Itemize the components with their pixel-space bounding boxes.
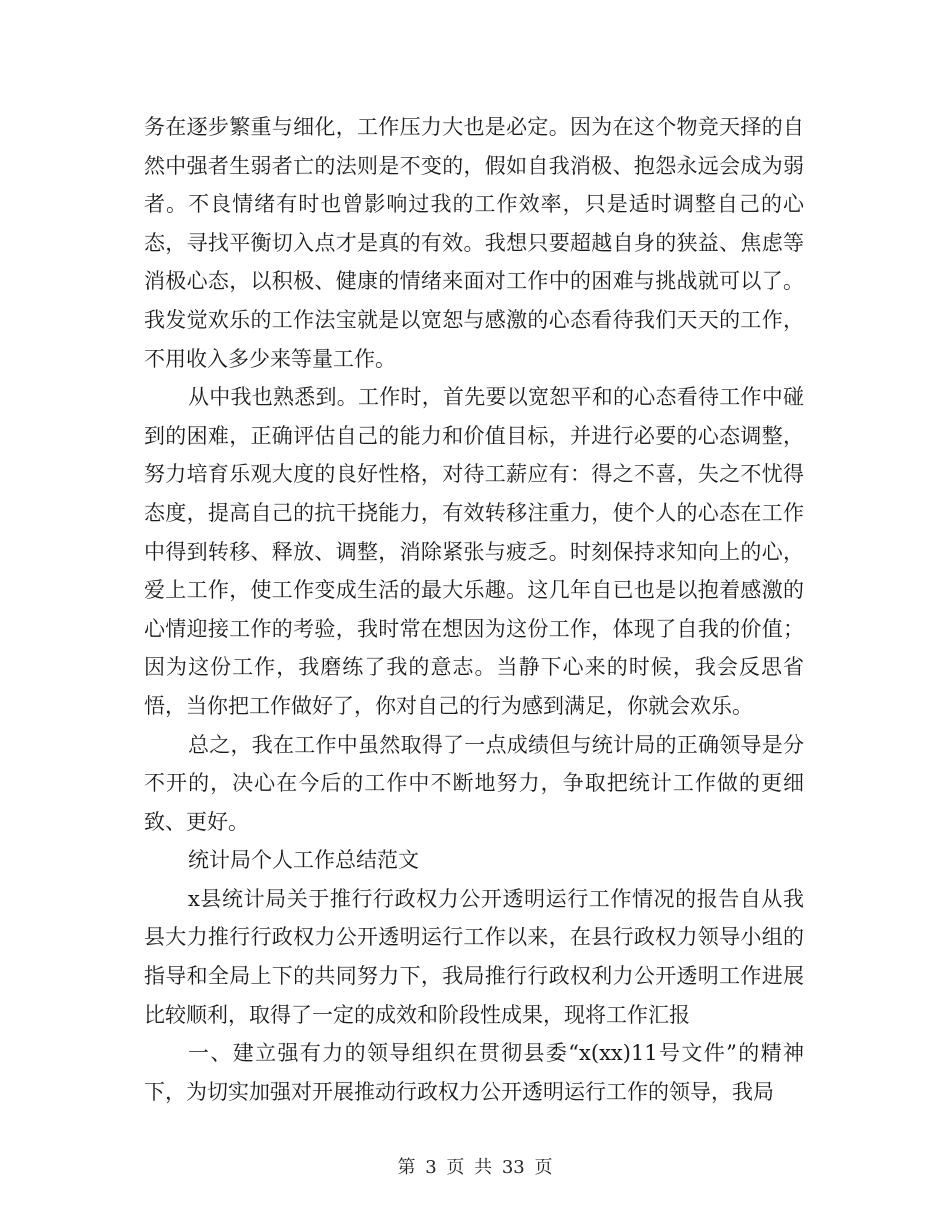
paragraph-continuation: 务在逐步繁重与细化，工作压力大也是必定。因为在这个物竞天择的自然中强者生弱者亡的法则是不变的，假如自我消极、抱怨永远会成为弱者。不良情绪有时也曾影响过我的工作效率，只是适时调整自己的心态，寻找平衡切入点才是真的有效。我想只要超越自身的狭益、焦虑等消极心态，以积极、健康的情绪来面对工作中的困难与挑战就可以了。我发觉欢乐的工作法宝就是以宽恕与感激的心态看待我们天天的工作，不用收入多少来等量工作。 — [144, 115, 804, 371]
section-title: 统计局个人工作总结范文 — [188, 848, 419, 873]
document-body — [144, 108, 804, 1111]
paragraph-section-one: 一、建立强有力的领导组织在贯彻县委“x(xx)11号文件”的精神下，为切实加强对开展推动行政权力公开透明运行工作的领导，我局 — [144, 1041, 804, 1104]
paragraph-reflection: 从中我也熟悉到。工作时，首先要以宽恕平和的心态看待工作中碰到的困难，正确评估自己的能力和价值目标，并进行必要的心态调整，努力培育乐观大度的良好性格，对待工薪应有：得之不喜，失之不忧得态度，提高自己的抗干挠能力，有效转移注重力，使个人的心态在工作中得到转移、释放、调整，消除紧张与疲乏。时刻保持求知向上的心，爱上工作，使工作变成生活的最大乐趣。这几年自已也是以抱着感激的心情迎接工作的考验，我时常在想因为这份工作，体现了自我的价值；因为这份工作，我磨练了我的意志。当静下心来的时候，我会反思省悟，当你把工作做好了，你对自己的行为感到满足，你就会欢乐。 — [144, 385, 804, 718]
page-number: 第 3 页 共 33 页 — [397, 1157, 553, 1178]
paragraph-conclusion: 总之，我在工作中虽然取得了一点成绩但与统计局的正确领导是分不开的，决心在今后的工作中不断地努力，争取把统计工作做的更细致、更好。 — [144, 732, 804, 834]
paragraph-report-intro: x县统计局关于推行行政权力公开透明运行工作情况的报告自从我县大力推行行政权力公开透明运行工作以来，在县行政权力领导小组的指导和全局上下的共同努力下，我局推行行政权利力公开透明工作进展比较顺利，取得了一定的成效和阶段性成果，现将工作汇报 — [144, 886, 804, 1027]
